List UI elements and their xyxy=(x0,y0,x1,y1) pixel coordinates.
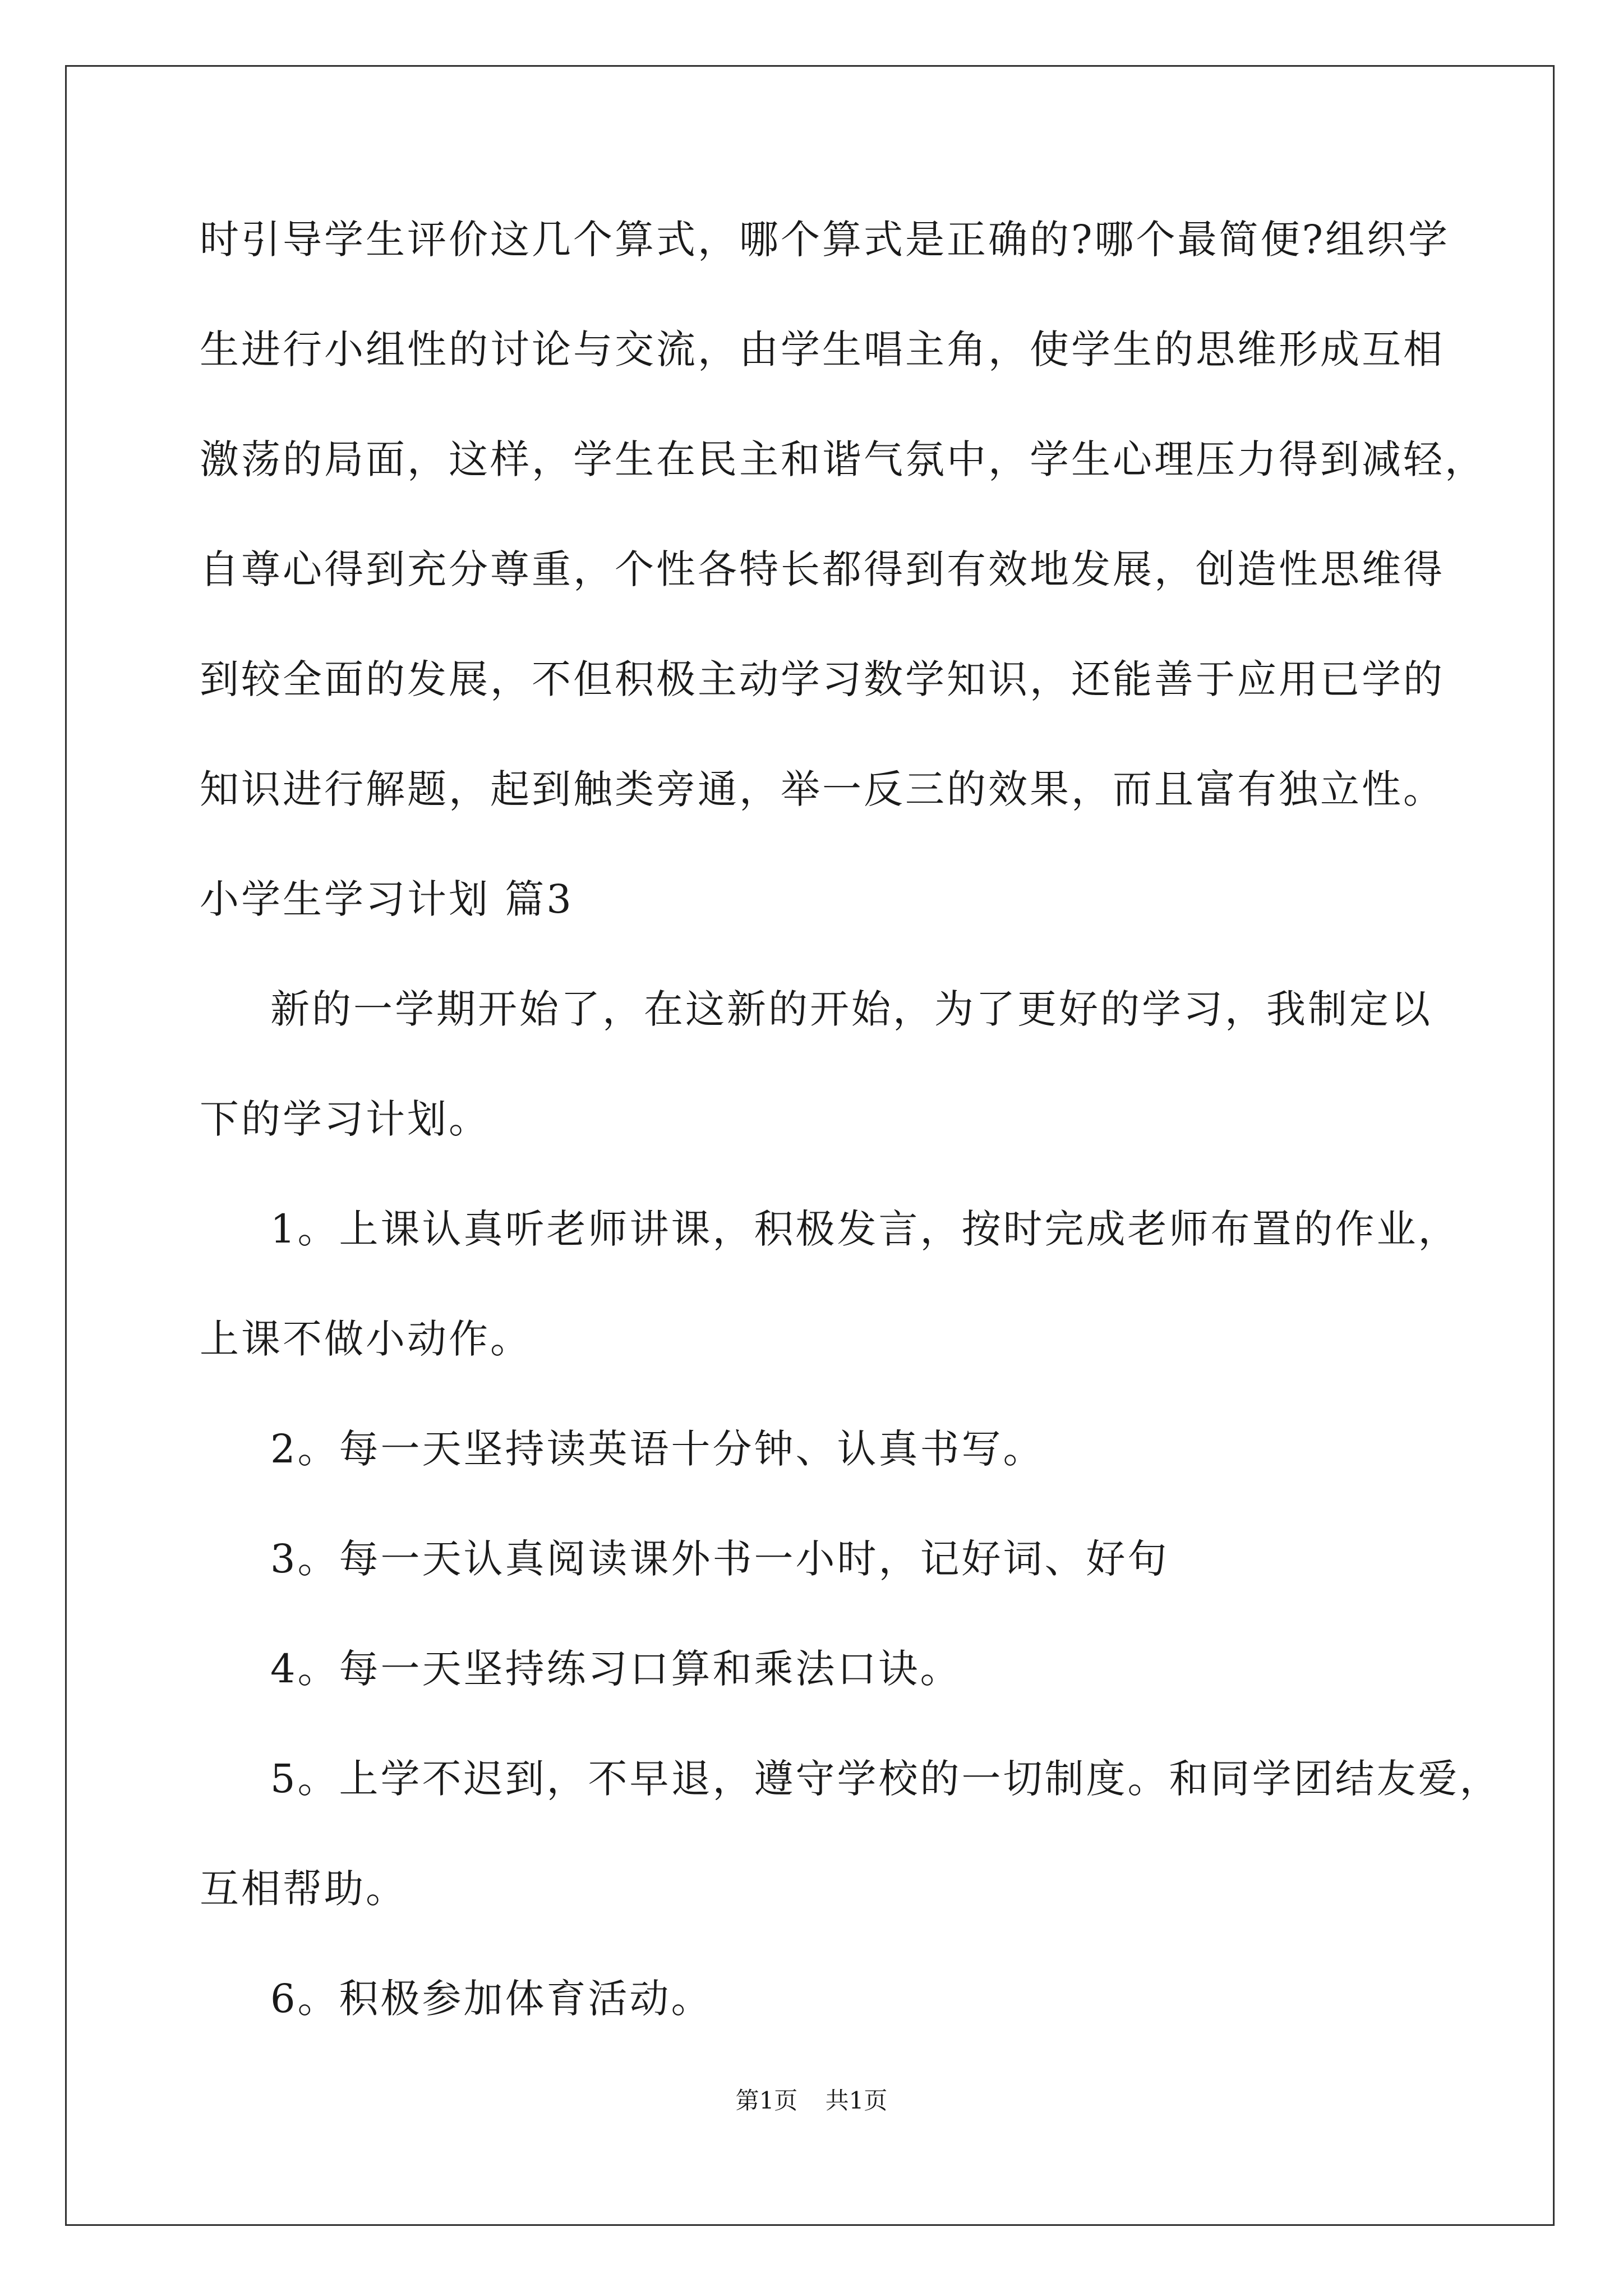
paragraph-line: 时引导学生评价这几个算式，哪个算式是正确的?哪个最简便?组织学 xyxy=(200,217,1450,263)
page-footer xyxy=(0,2087,1623,2115)
paragraph-line: 激荡的局面，这样，学生在民主和谐气氛中，学生心理压力得到减轻， xyxy=(200,436,1486,482)
list-item-4: 4。每一天坚持练习口算和乘法口诀。 xyxy=(270,1646,962,1692)
list-item-3: 3。每一天认真阅读课外书一小时，记好词、好句 xyxy=(270,1536,1169,1582)
paragraph-line: 到较全面的发展，不但积极主动学习数学知识，还能善于应用已学的 xyxy=(200,656,1445,702)
paragraph-line: 自尊心得到充分尊重，个性各特长都得到有效地发展，创造性思维得 xyxy=(200,546,1445,592)
page-number: 第1页 xyxy=(735,2087,798,2114)
document-body xyxy=(200,216,1501,2085)
paragraph-line: 知识进行解题，起到触类旁通，举一反三的效果，而且富有独立性。 xyxy=(200,766,1445,812)
section-heading: 小学生学习计划 篇3 xyxy=(200,876,574,922)
list-item-2: 2。每一天坚持读英语十分钟、认真书写。 xyxy=(270,1426,1045,1472)
list-item-5: 5。上学不迟到，不早退，遵守学校的一切制度。和同学团结友爱， xyxy=(270,1756,1501,1802)
page-total: 共1页 xyxy=(825,2087,888,2114)
paragraph-line: 新的一学期开始了，在这新的开始，为了更好的学习，我制定以 xyxy=(270,986,1432,1032)
list-item-6: 6。积极参加体育活动。 xyxy=(270,1976,713,2022)
paragraph-line: 生进行小组性的讨论与交流，由学生唱主角，使学生的思维形成互相 xyxy=(200,326,1445,372)
list-item-1-cont: 上课不做小动作。 xyxy=(200,1316,532,1362)
list-item-5-cont: 互相帮助。 xyxy=(200,1866,407,1912)
paragraph-line: 下的学习计划。 xyxy=(200,1096,490,1142)
list-item-1: 1。上课认真听老师讲课，积极发言，按时完成老师布置的作业， xyxy=(270,1206,1460,1252)
